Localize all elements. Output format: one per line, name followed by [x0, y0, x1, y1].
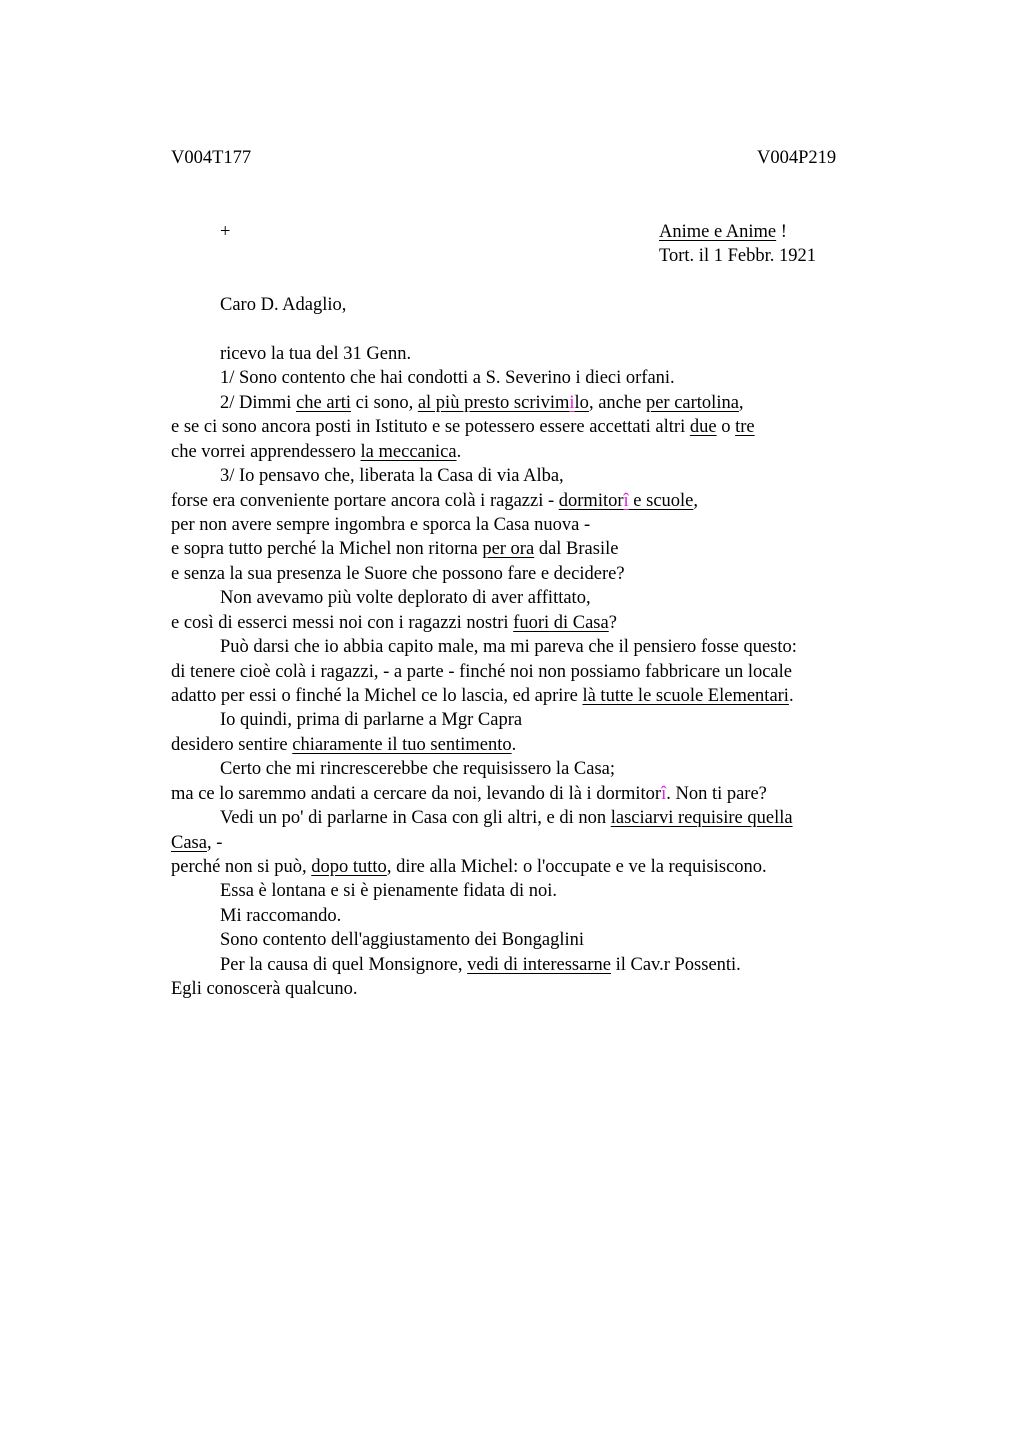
salutation: Caro D. Adaglio,: [220, 295, 347, 315]
body-line: Egli conoscerà qualcuno.: [171, 979, 358, 999]
document-code-left: V004T177: [171, 148, 252, 168]
body-line: Essa è lontana e si è pienamente fidata di noi.: [220, 881, 557, 901]
title-underlined: Anime e Anime: [659, 222, 777, 242]
cross-mark: +: [220, 222, 231, 242]
document-code-right: V004P219: [757, 148, 837, 168]
body-line: e così di esserci messi noi con i ragazzi nostri fuori di Casa?: [171, 613, 617, 633]
letter-title: [659, 220, 787, 244]
body-line: ma ce lo saremmo andati a cercare da noi, levando di là i dormitorî. Non ti pare?: [171, 784, 767, 804]
body-line: Può darsi che io abbia capito male, ma mi pareva che il pensiero fosse questo:: [220, 637, 797, 657]
body-line: Certo che mi rincrescerebbe che requisissero la Casa;: [220, 759, 616, 779]
title-punct: !: [776, 222, 787, 242]
body-line: adatto per essi o finché la Michel ce lo lascia, ed aprire là tutte le scuole Elementari.: [171, 686, 794, 706]
letter-date: Tort. il 1 Febbr. 1921: [659, 246, 816, 266]
body-line: 3/ Io pensavo che, liberata la Casa di via Alba,: [220, 466, 564, 486]
body-line: Casa, -: [171, 833, 223, 853]
body-line: 1/ Sono contento che hai condotti a S. Severino i dieci orfani.: [220, 368, 675, 388]
body-line: che vorrei apprendessero la meccanica.: [171, 442, 462, 462]
body-line: Non avevamo più volte deplorato di aver affittato,: [220, 588, 591, 608]
body-line: 2/ Dimmi che arti ci sono, al più presto scrivimilo, anche per cartolina,: [220, 393, 744, 413]
body-line: Sono contento dell'aggiustamento dei Bongaglini: [220, 930, 585, 950]
body-line: Vedi un po' di parlarne in Casa con gli altri, e di non lasciarvi requisire quella: [220, 808, 793, 828]
body-line: Mi raccomando.: [220, 906, 342, 926]
body-line: desidero sentire chiaramente il tuo sentimento.: [171, 735, 517, 755]
body-line: e se ci sono ancora posti in Istituto e se potessero essere accettati altri due o tre: [171, 417, 755, 437]
body-line: Io quindi, prima di parlarne a Mgr Capra: [220, 710, 523, 730]
body-line: forse era conveniente portare ancora colà i ragazzi - dormitorî e scuole,: [171, 491, 699, 511]
body-line: Per la causa di quel Monsignore, vedi di interessarne il Cav.r Possenti.: [220, 955, 741, 975]
body-line: perché non si può, dopo tutto, dire alla Michel: o l'occupate e ve la requisiscono.: [171, 857, 767, 877]
body-line: di tenere cioè colà i ragazzi, - a parte - finché noi non possiamo fabbricare un locale: [171, 662, 792, 682]
body-line: per non avere sempre ingombra e sporca la Casa nuova -: [171, 515, 591, 535]
body-line: e sopra tutto perché la Michel non ritorna per ora dal Brasile: [171, 539, 619, 559]
body-line: e senza la sua presenza le Suore che possono fare e decidere?: [171, 564, 625, 584]
body-line: ricevo la tua del 31 Genn.: [220, 344, 412, 364]
